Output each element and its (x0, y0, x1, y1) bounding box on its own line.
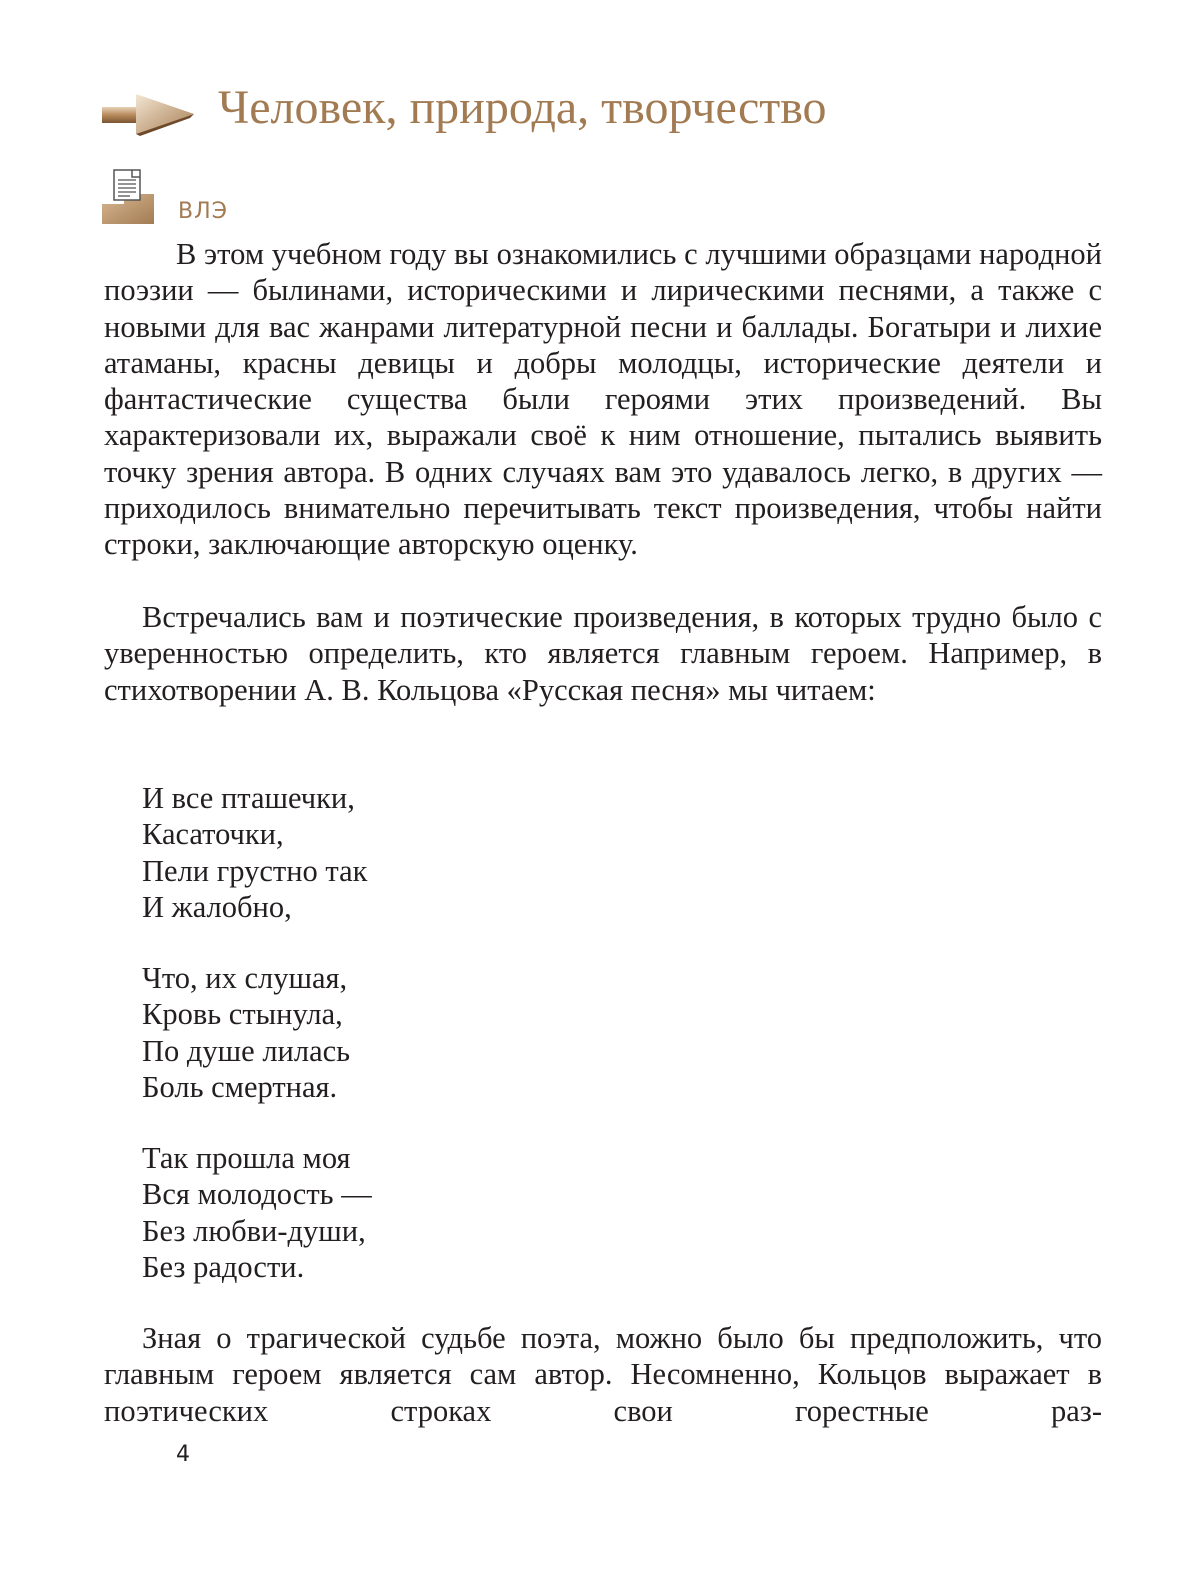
chapter-header (100, 78, 1100, 148)
paragraph-question: Встречались вам и поэтические произведения, в которых трудно было с уверенностью определить, кто является главным героем. Например, в стихотворении А. В. Кольцова «Русская песня» мы читаем: (104, 599, 1102, 708)
poem-line: Так прошла моя (142, 1140, 372, 1176)
poem-line: И все пташечки, (142, 780, 367, 816)
poem-line: По душе лилась (142, 1033, 350, 1069)
poem-line: Вся молодость — (142, 1176, 372, 1212)
document-stack-icon (100, 168, 156, 226)
poem-stanza (142, 780, 367, 925)
poem-line: Без любви-души, (142, 1213, 372, 1249)
vle-label: ВЛЭ (178, 198, 228, 226)
poem-line: Без радости. (142, 1249, 372, 1285)
poem-stanza (142, 1140, 372, 1285)
paragraph-conclusion: Зная о трагической судьбе поэта, можно было бы предположить, что главным героем является сам автор. Несомненно, Кольцов выражает в поэтических строках свои горестные раз- (104, 1320, 1102, 1429)
page-number: 4 (176, 1440, 190, 1470)
poem-line: Касаточки, (142, 816, 367, 852)
poem-line: Кровь стынула, (142, 996, 350, 1032)
paragraph-intro: В этом учебном году вы ознакомились с лучшими образцами народной поэзии — былинами, историческими и лирическими песнями, а также с новыми для вас жанрами литературной песни и баллады. Богатыри и лихие атаманы, красны девицы и добры молодцы, исторические деятели и фантастические существа были героями этих произведений. Вы характеризовали их, выражали своё к ним отношение, пытались выявить точку зрения автора. В одних случаях вам это удавалось легко, в других — приходилось внимательно перечитывать текст произведения, чтобы найти строки, заключающие авторскую оценку. (104, 236, 1102, 563)
poem-line: Пели грустно так (142, 853, 367, 889)
chapter-title: Человек, природа, творчество (218, 78, 827, 138)
poem-stanza (142, 960, 350, 1105)
poem-line: Что, их слушая, (142, 960, 350, 996)
poem-line: И жалобно, (142, 889, 367, 925)
poem-line: Боль смертная. (142, 1069, 350, 1105)
arrow-icon (100, 90, 200, 138)
vle-block[interactable] (100, 168, 260, 230)
